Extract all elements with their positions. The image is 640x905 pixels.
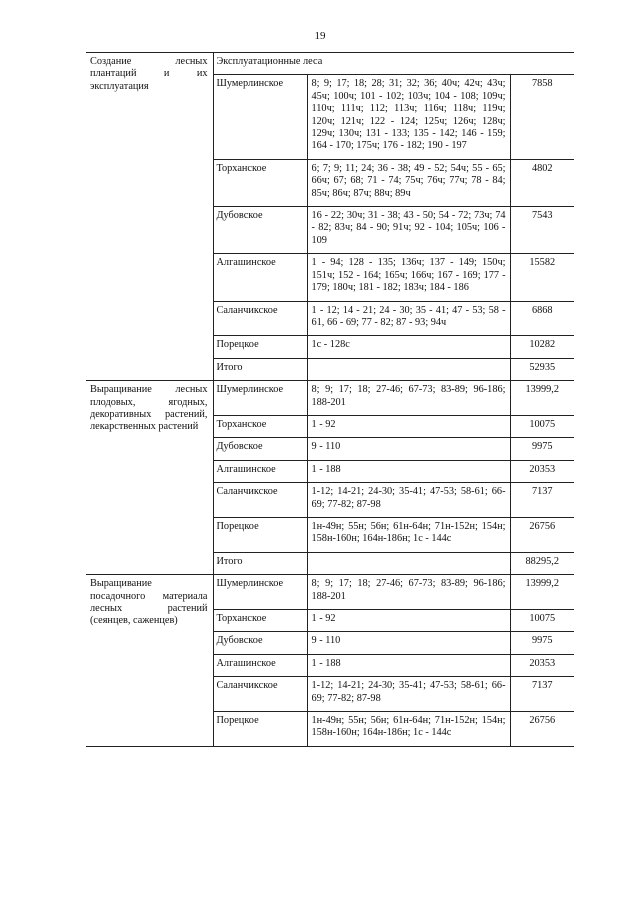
quarters-list: 1 - 92 [307, 415, 510, 437]
forestry-name: Саланчикское [213, 301, 307, 336]
forestry-name: Шумерлинское [213, 381, 307, 416]
quarters-list: 1 - 12; 14 - 21; 24 - 30; 35 - 41; 47 - 53; 58 - 61, 66 - 69; 77 - 82; 87 - 93; 94ч [307, 301, 510, 336]
forestry-name: Торханское [213, 159, 307, 206]
area-value: 6868 [510, 301, 574, 336]
quarters-list: 8; 9; 17; 18; 27-46; 67-73; 83-89; 96-186; 188-201 [307, 575, 510, 610]
quarters-list: 1 - 92 [307, 610, 510, 632]
total-label: Итого [213, 552, 307, 574]
area-value: 13999,2 [510, 381, 574, 416]
quarters-list: 1 - 188 [307, 460, 510, 482]
area-value: 26756 [510, 517, 574, 552]
forestry-name: Саланчикское [213, 677, 307, 712]
table-row [86, 575, 574, 610]
area-value: 20353 [510, 460, 574, 482]
quarters-list: 8; 9; 17; 18; 27-46; 67-73; 83-89; 96-186; 188-201 [307, 381, 510, 416]
forest-use-table [86, 52, 574, 747]
quarters-list: 1-12; 14-21; 24-30; 35-41; 47-53; 58-61; 66-69; 77-82; 87-98 [307, 677, 510, 712]
area-value: 7137 [510, 483, 574, 518]
forestry-name: Порецкое [213, 336, 307, 358]
quarters-list: 16 - 22; 30ч; 31 - 38; 43 - 50; 54 - 72; 73ч; 74 - 82; 83ч; 84 - 90; 91ч; 92 - 104; 105ч; 106 - 109 [307, 207, 510, 254]
forestry-name: Алгашинское [213, 654, 307, 676]
total-value: 88295,2 [510, 552, 574, 574]
area-value: 13999,2 [510, 575, 574, 610]
area-value: 10075 [510, 415, 574, 437]
forestry-name: Порецкое [213, 712, 307, 747]
forestry-name: Торханское [213, 610, 307, 632]
area-value: 7858 [510, 75, 574, 159]
forestry-name: Шумерлинское [213, 75, 307, 159]
activity-cell: Создание лесных плантаций и их эксплуатация [86, 53, 213, 381]
forestry-name: Алгашинское [213, 460, 307, 482]
activity-cell: Выращивание лесных плодовых, ягодных, декоративных растений, лекарственных растений [86, 381, 213, 575]
total-label: Итого [213, 358, 307, 380]
quarters-list: 1-12; 14-21; 24-30; 35-41; 47-53; 58-61; 66-69; 77-82; 87-98 [307, 483, 510, 518]
quarters-list: 9 - 110 [307, 438, 510, 460]
forestry-name: Дубовское [213, 438, 307, 460]
area-value: 9975 [510, 438, 574, 460]
forest-category: Эксплуатационные леса [213, 53, 574, 75]
activity-cell: Выращивание посадочного материала лесных растений (сеянцев, саженцев) [86, 575, 213, 747]
quarters-list: 1н-49н; 55н; 56н; 61н-64н; 71н-152н; 154н; 158н-160н; 164н-186н; 1с - 144с [307, 712, 510, 747]
forestry-name: Дубовское [213, 207, 307, 254]
forestry-name: Дубовское [213, 632, 307, 654]
area-value: 4802 [510, 159, 574, 206]
total-value: 52935 [510, 358, 574, 380]
area-value: 15582 [510, 254, 574, 301]
forestry-name: Саланчикское [213, 483, 307, 518]
area-value: 7137 [510, 677, 574, 712]
area-value: 10075 [510, 610, 574, 632]
area-value: 9975 [510, 632, 574, 654]
empty-cell [307, 358, 510, 380]
forestry-name: Порецкое [213, 517, 307, 552]
quarters-list: 1 - 188 [307, 654, 510, 676]
forestry-name: Алгашинское [213, 254, 307, 301]
section-1-header-row [86, 53, 574, 75]
area-value: 10282 [510, 336, 574, 358]
area-value: 26756 [510, 712, 574, 747]
quarters-list: 1 - 94; 128 - 135; 136ч; 137 - 149; 150ч; 151ч; 152 - 164; 165ч; 166ч; 167 - 169; 177 - 179; 180ч; 181 - 182; 183ч; 184 - 186 [307, 254, 510, 301]
quarters-list: 6; 7; 9; 11; 24; 36 - 38; 49 - 52; 54ч; 55 - 65; 66ч; 67; 68; 71 - 74; 75ч; 76ч; 77ч; 78 - 84; 85ч; 86ч; 87ч; 88ч; 89ч [307, 159, 510, 206]
forestry-name: Шумерлинское [213, 575, 307, 610]
forestry-name: Торханское [213, 415, 307, 437]
quarters-list: 8; 9; 17; 18; 28; 31; 32; 36; 40ч; 42ч; 43ч; 45ч; 100ч; 101 - 102; 103ч; 104 - 108; 109ч; 110ч; 111ч; 112; 113ч; 116ч; 118ч; 119ч; 120ч; 121ч; 122 - 124; 125ч; 126ч; 128ч; 129ч; 130ч; 131 - 133; 135 - 142; 146 - 159; 164 - 170; 175ч; 176 - 182; 190 - 197 [307, 75, 510, 159]
empty-cell [307, 552, 510, 574]
quarters-list: 1н-49н; 55н; 56н; 61н-64н; 71н-152н; 154н; 158н-160н; 164н-186н; 1с - 144с [307, 517, 510, 552]
area-value: 7543 [510, 207, 574, 254]
quarters-list: 1с - 128с [307, 336, 510, 358]
page-number: 19 [314, 30, 326, 42]
quarters-list: 9 - 110 [307, 632, 510, 654]
area-value: 20353 [510, 654, 574, 676]
table-row [86, 381, 574, 416]
